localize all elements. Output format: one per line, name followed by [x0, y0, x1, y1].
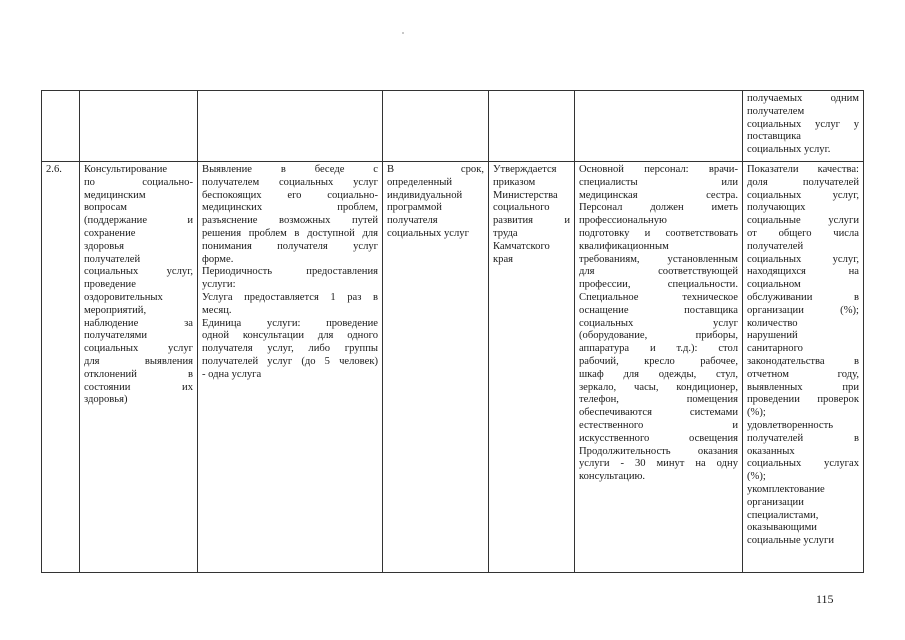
cell-line: шкаф для одежды, стул, — [579, 368, 738, 380]
cell-line: развития и — [493, 215, 570, 227]
cell-line: оказанных — [747, 445, 795, 457]
cell-line: сохранение — [84, 227, 136, 239]
cell-line: (поддержание и — [84, 215, 193, 227]
cell-line: укомплектование — [747, 483, 825, 495]
cell-line: для соответствующей — [579, 266, 738, 278]
cell-empty-4 — [383, 91, 489, 162]
cell-service-name — [80, 162, 198, 573]
cell-line: медицинских проблем, — [202, 202, 378, 214]
cell-line: Периодичность предоставления — [202, 266, 378, 278]
cell-line: оснащение поставщика — [579, 304, 738, 316]
cell-line: определенный — [387, 176, 453, 188]
cell-line: искусственного освещения — [579, 432, 738, 444]
cell-line: от общего числа — [747, 227, 859, 239]
cell-empty-3 — [198, 91, 383, 162]
cell-line: консультацию. — [579, 471, 646, 483]
cell-line: получателей услуг (до 5 человек) — [202, 355, 378, 367]
cell-line: профессии, специальности. — [579, 279, 738, 291]
cell-line: проведение — [84, 279, 136, 291]
cell-line: социальных услугах — [747, 458, 859, 470]
cell-line: получателей — [84, 253, 141, 265]
cell-empty-2 — [80, 91, 198, 162]
cell-line: получателем социальных услуг — [202, 176, 378, 188]
cell-line: (%); — [747, 471, 766, 483]
cell-line: Камчатского — [493, 240, 550, 252]
cell-line: индивидуальной — [387, 189, 463, 201]
cell-line: разъяснение возможных путей — [202, 215, 378, 227]
cell-line: решения проблем в доступной для — [202, 227, 378, 239]
cell-line: телефон, помещения — [579, 394, 738, 406]
cell-line: доля получателей — [747, 176, 859, 188]
cell-line: социальных услуг — [579, 317, 738, 329]
cell-line: социальных услуг — [84, 343, 193, 355]
cell-line: социальном — [747, 279, 801, 291]
cell-line: находящихся на — [747, 266, 859, 278]
cell-line: естественного и — [579, 419, 738, 431]
cell-line: одной консультации для одного — [202, 330, 378, 342]
cell-line: аппаратура и т.д.): стол — [579, 343, 738, 355]
cell-line: подготовку и соответствовать — [579, 227, 738, 239]
cell-line: Министерства — [493, 189, 558, 201]
cell-line: здоровья) — [84, 394, 128, 406]
cell-line: нарушений — [747, 330, 798, 342]
cell-line: получателя услуг, либо группы — [202, 343, 378, 355]
cell-line: специалисты или — [579, 176, 738, 188]
cell-line: беспокоящих его социально- — [202, 189, 378, 201]
services-table — [41, 90, 864, 573]
cell-empty-5 — [489, 91, 575, 162]
cell-line: социальных услуг, — [84, 266, 193, 278]
table-row-continuation — [42, 91, 864, 162]
cell-line: рабочий, кресло рабочее, — [579, 355, 738, 367]
cell-empty-6 — [575, 91, 743, 162]
cell-line: законодательства в — [747, 355, 859, 367]
cell-line: поставщика — [747, 131, 801, 143]
cell-line: услуги - 30 минут на одну — [579, 458, 738, 470]
cell-line: форме. — [202, 253, 234, 265]
cell-line: организации (%); — [747, 304, 859, 316]
cell-line: Специальное техническое — [579, 291, 738, 303]
cell-description — [198, 162, 383, 573]
cell-line: Основной персонал: врачи- — [579, 164, 738, 175]
cell-line: - одна услуга — [202, 368, 262, 380]
cell-line: получателей — [747, 240, 804, 252]
scan-speck — [402, 32, 404, 34]
cell-line: понимания получателя услуг — [202, 240, 378, 252]
cell-line: Продолжительность оказания — [579, 445, 738, 457]
cell-line: социальных услуг. — [747, 144, 831, 156]
cell-quality — [743, 162, 864, 573]
cell-line: приказом — [493, 176, 536, 188]
cell-line: Персонал должен иметь — [579, 202, 738, 214]
cell-line: получателей в — [747, 432, 859, 444]
cell-line: проведении проверок — [747, 394, 859, 406]
cell-line: организации — [747, 496, 804, 508]
cell-line: края — [493, 253, 514, 265]
cell-line: оздоровительных — [84, 291, 163, 303]
cell-line: социальных услуг — [387, 227, 469, 239]
cell-line: квалификационным — [579, 240, 669, 252]
cell-line: отклонений в — [84, 368, 193, 380]
cell-line: В срок, — [387, 164, 484, 175]
cell-number — [42, 162, 80, 573]
cell-line: выявленных при — [747, 381, 859, 393]
cell-line: получаемых одним — [747, 93, 859, 104]
cell-line: отчетном году, — [747, 368, 859, 380]
cell-line: Показатели качества: — [747, 164, 859, 175]
cell-line: состоянии их — [84, 381, 193, 393]
cell-line: профессиональную — [579, 215, 667, 227]
cell-line: труда — [493, 227, 518, 239]
cell-line: вопросам — [84, 202, 127, 214]
cell-term — [383, 162, 489, 573]
cell-cost — [489, 162, 575, 573]
cell-line: месяц. — [202, 304, 232, 316]
cell-line: (оборудование, приборы, — [579, 330, 738, 342]
cell-line: здоровья — [84, 240, 124, 252]
cell-line: удовлетворенность — [747, 419, 834, 431]
cell-line: специалистами, — [747, 509, 819, 521]
cell-line: социальные услуги — [747, 215, 859, 227]
cell-empty-1 — [42, 91, 80, 162]
cell-line: для выявления — [84, 355, 193, 367]
cell-line: мероприятий, — [84, 304, 147, 316]
cell-line: социальные услуги — [747, 535, 834, 547]
cell-line: Единица услуги: проведение — [202, 317, 378, 329]
cell-line: Консультирование — [84, 164, 168, 175]
cell-line: получателями — [84, 330, 148, 342]
cell-line: санитарного — [747, 343, 803, 355]
cell-line: социального — [493, 202, 550, 214]
cell-line: социальных услуг, — [747, 189, 859, 201]
cell-line: по социально- — [84, 176, 193, 188]
cell-line: зеркало, часы, кондиционер, — [579, 381, 738, 393]
cell-line: получателем — [747, 105, 805, 117]
cell-line: наблюдение за — [84, 317, 193, 329]
cell-line: получателя — [387, 215, 438, 227]
cell-line: требованиям, установленным — [579, 253, 738, 265]
cell-line: обеспечиваются системами — [579, 407, 738, 419]
table-row-2-6 — [42, 162, 864, 573]
cell-line: социальных услуг у — [747, 118, 859, 130]
row-number: 2.6. — [46, 164, 62, 175]
cell-line: программой — [387, 202, 442, 214]
cell-line: услуги: — [202, 279, 236, 291]
cell-line: обслуживании в — [747, 291, 859, 303]
cell-line: медицинская сестра. — [579, 189, 738, 201]
cell-line: Утверждается — [493, 164, 557, 175]
cell-line: Услуга предоставляется 1 раз в — [202, 291, 378, 303]
cell-line: (%); — [747, 407, 766, 419]
page-number: 115 — [816, 592, 834, 606]
cell-conditions — [575, 162, 743, 573]
cell-line: социальных услуг, — [747, 253, 859, 265]
cell-line: количество — [747, 317, 798, 329]
cell-line: оказывающими — [747, 522, 817, 534]
cell-line: Выявление в беседе с — [202, 164, 378, 175]
cell-line: медицинским — [84, 189, 146, 201]
cell-quality-continuation — [743, 91, 864, 162]
cell-line: получающих — [747, 202, 806, 214]
